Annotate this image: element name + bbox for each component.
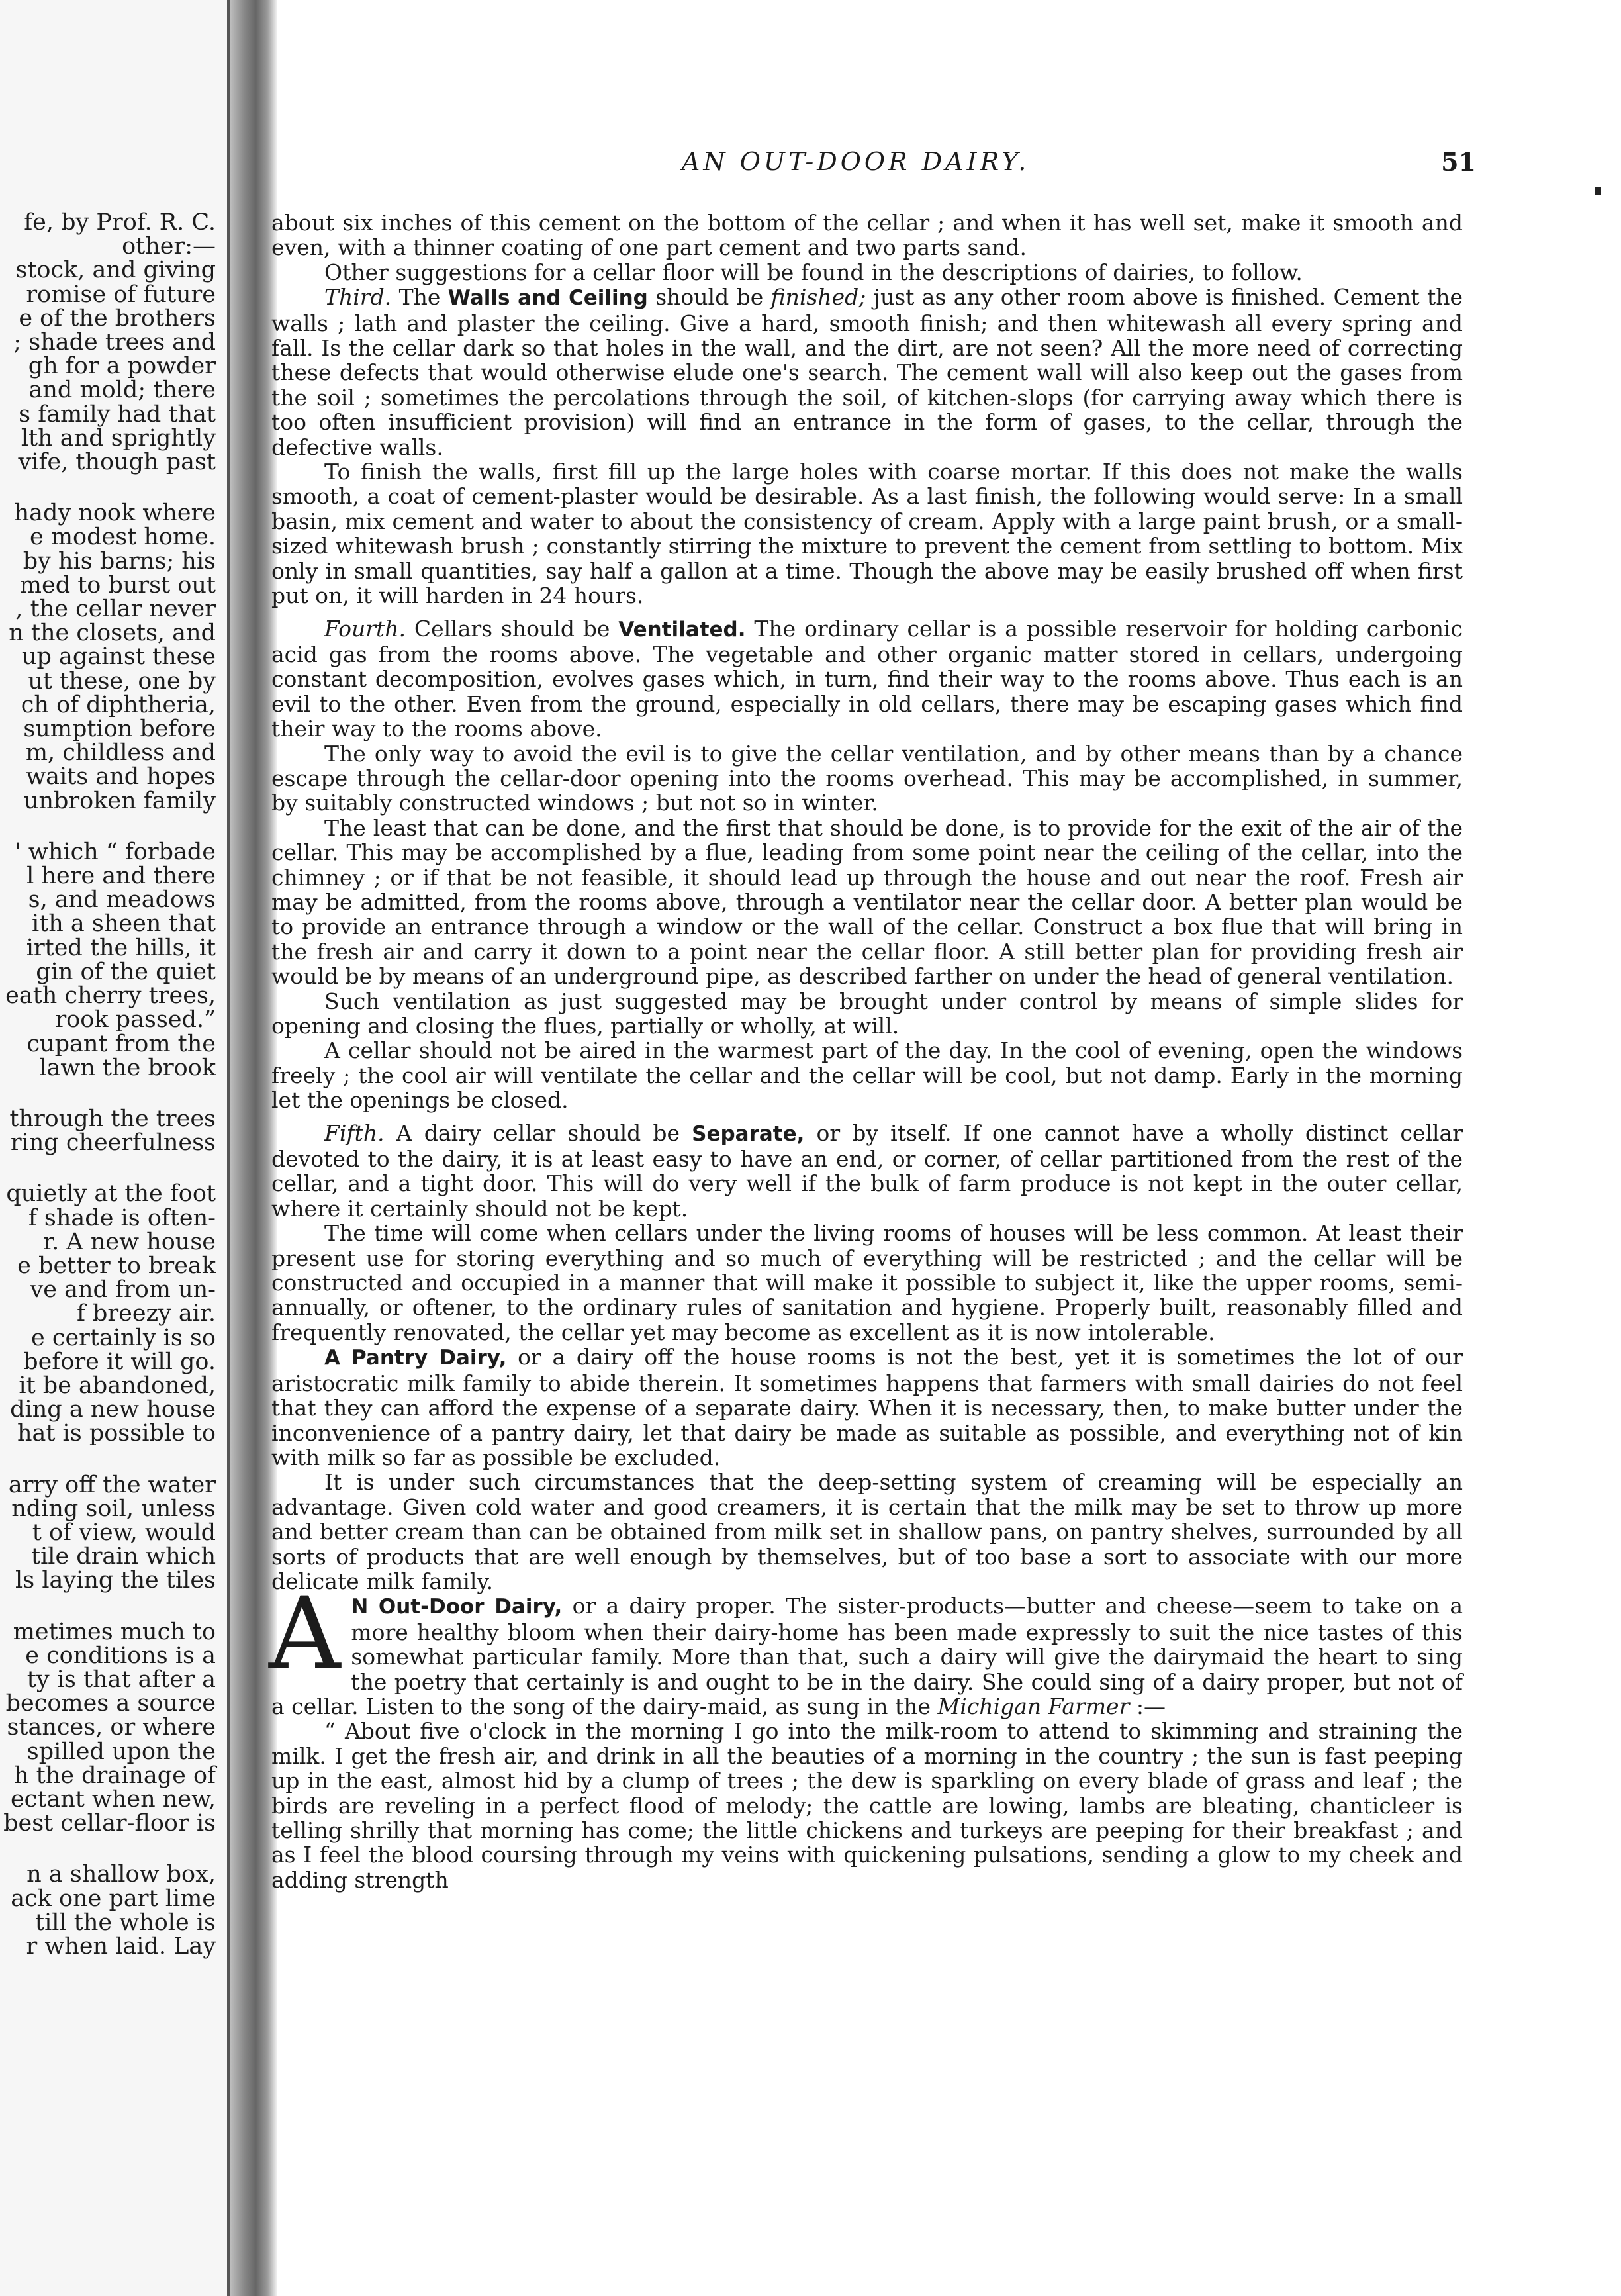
facing-page-line: e conditions is a [25, 1642, 216, 1669]
facing-page-line: ; shade trees and [13, 329, 216, 356]
facing-page-line: ut these, one by [28, 667, 216, 694]
text-run: just as any other room above is finished. Cement the walls ; lath and plaster the ceiling. Give a hard, smooth finish; and then whitewash all every spring and fall. Is the cellar dark so that holes in the wall, and the dirt, are not seen? All the more need of correcting these defects that would otherwise elude one's search. The cement wall will also keep out the gases from the soil ; sometimes the percolations through the soil, of kitchen-slops (for carrying away which there is too often insufficient provision) will find an entrance in the form of gases, to the cellar, through the defective walls. [271, 284, 1463, 460]
facing-page-line: ding a new house [10, 1396, 216, 1423]
text-run: :— [1129, 1693, 1166, 1719]
paragraph-ventilated [271, 616, 1463, 741]
facing-page-line: metimes much to [13, 1618, 216, 1645]
text-run: The ordinary cellar is a possible reservoir for holding carbonic acid gas from the rooms above. The vegetable and other organic matter stored in cellars, undergoing constant decomposition, evolves gases which, in turn, find their way to the rooms above. Thus each is an evil to the other. Even from the ground, especially in old cellars, there may be escaping gases which find their way to the rooms above. [271, 615, 1463, 742]
paragraph-only-way: The only way to avoid the evil is to give the cellar ventilation, and by other means than by a chance escape through the cellar-door opening into the rooms overhead. This may be accomplished, in summer, by suitably constructed windows ; but not so in winter. [271, 740, 1463, 816]
facing-page-line: fe, by Prof. R. C. [24, 209, 216, 236]
facing-page-line: unbroken family [23, 787, 216, 814]
facing-page-line [0, 1835, 216, 1862]
running-head: AN OUT-DOOR DAIRY. [682, 147, 1030, 176]
facing-page-line: by his barns; his [23, 548, 216, 575]
ink-speck [1595, 187, 1601, 195]
facing-page-line: vife, though past [18, 449, 216, 476]
facing-page-line: becomes a source [5, 1690, 216, 1717]
paragraph-least-done: The least that can be done, and the first that should be done, is to provide for the exit of the air of the cellar. This may be accomplished by a flue, leading from some point near the ceiling of the cellar, into the chimney ; or if that be not feasible, it should lead up through the house and out near the roof. Fresh air may be admitted, from the rooms above, through a ventilator near the cellar door. A better plan would be to provide an entrance through a window or the wall of the cellar. Construct a box flue that will bring in the fresh air and carry it down to a point near the cellar floor. A still better plan for providing fresh air would be by means of an underground pipe, as described farther on under the head of general ventilation. [271, 814, 1463, 990]
facing-page-line: n the closets, and [9, 620, 216, 647]
facing-page-line: ' which “ forbade [15, 838, 216, 865]
paragraph-time-will-come: The time will come when cellars under the living rooms of houses will be less common. At least their present use for storing everything and so much of everything will be restricted ; and the cellar will be constructed and occupied in a manner that will make it possible to subject it, like the upper rooms, semi-annually, or oftener, to the ordinary rules of sanitation and hygiene. Properly built, reasonably filled and frequently renovated, the cellar yet may become as excellent as it is now intolerable. [271, 1220, 1463, 1345]
facing-page-line: h the drainage of [14, 1762, 216, 1789]
facing-page-line: waits and hopes [26, 763, 216, 790]
facing-page-text [0, 211, 216, 1958]
paragraph-deep-setting: It is under such circumstances that the deep-setting system of creaming will be especially an advantage. Given cold water and good creamers, it is certain that the milk may be set to throw up more and better cream than can be obtained from milk set in shallow pans, on pantry shelves, surrounded by all sorts of products that are well enough by themselves, but of too base a sort to associate with our more delicate milk family. [271, 1469, 1463, 1594]
facing-page-line: hady nook where [14, 500, 216, 527]
paragraph-finish-walls: To finish the walls, first fill up the large holes with coarse mortar. If this does not make the walls smooth, a coat of cement-plaster would be desirable. As a last finish, the following would serve: In a small basin, mix cement and water to about the consistency of cream. Apply with a large paint brush, or a small-sized whitewash brush ; constantly stirring the mixture to prevent the cement from settling to bottom. Mix only in small quantities, say half a gallon at a time. Though the above may be easily brushed off when first put on, it will harden in 24 hours. [271, 459, 1463, 609]
facing-page-line: eath cherry trees, [5, 982, 216, 1010]
facing-page-line: t of view, would [32, 1519, 216, 1546]
paragraph-out-door-dairy [269, 1576, 1463, 1719]
paragraph-cement-floor: about six inches of this cement on the bottom of the cellar ; and when it has well set, make it smooth and even, with a thinner coating of one part cement and two parts sand. [271, 210, 1463, 261]
facing-page-line [0, 813, 216, 840]
facing-page-line [0, 474, 216, 501]
emphasis-finished: finished; [770, 284, 866, 311]
facing-page-line: e certainly is so [31, 1324, 216, 1351]
heading-walls-ceiling: Walls and Ceiling [447, 286, 648, 311]
facing-page-line: gh for a powder [28, 353, 216, 380]
facing-page-line [0, 1080, 216, 1107]
drop-cap: A [269, 1576, 341, 1692]
facing-page-line: quietly at the foot [6, 1180, 216, 1208]
facing-page-line: irted the hills, it [26, 934, 216, 961]
heading-pantry-dairy: A Pantry Dairy, [324, 1346, 507, 1370]
facing-page-line: spilled upon the [26, 1738, 216, 1765]
facing-page-line: ve and from un- [30, 1276, 216, 1304]
facing-page-line: lth and sprightly [21, 424, 216, 452]
facing-page-line: m, childless and [25, 740, 216, 767]
facing-page-line: r. A new house [43, 1228, 216, 1255]
text-run: Cellars should be [406, 615, 619, 642]
facing-page-line: s family had that [19, 401, 216, 428]
book-gutter-shadow [230, 0, 277, 2296]
page-edge [227, 0, 230, 2296]
facing-page-line: n a shallow box, [26, 1861, 216, 1888]
facing-page-line: , the cellar never [15, 596, 216, 623]
facing-page-line: up against these [21, 644, 216, 671]
facing-page-line: s, and meadows [28, 886, 216, 914]
text-run: or by itself. If one cannot have a wholly distinct cellar devoted to the dairy, it is at least easy to have an end, or corner, of cellar partitioned from the rest of the cellar, and a tight door. This will do very well if the bulk of farm produce is not kept in the outer cellar, where it certainly should not be kept. [271, 1120, 1463, 1221]
facing-page-line: rook passed.” [55, 1006, 216, 1033]
facing-page-line: f shade is often- [28, 1204, 216, 1231]
facing-page-line: best cellar-floor is [3, 1810, 216, 1837]
facing-page-line: hat is possible to [17, 1420, 216, 1447]
text-run: A dairy cellar should be [384, 1120, 692, 1146]
facing-page-line: and mold; there [28, 377, 216, 404]
facing-page-line: ack one part lime [11, 1885, 216, 1912]
facing-page-line: ty is that after a [26, 1666, 216, 1693]
body-text [271, 211, 1463, 1892]
facing-page-line: it be abandoned, [19, 1372, 216, 1399]
facing-page-line: gin of the quiet [36, 958, 216, 985]
facing-page-line: ectant when new, [10, 1786, 216, 1813]
paragraph-simple-slides: Such ventilation as just suggested may be brought under control by means of simple slides for opening and closing the flues, partially or wholly, at will. [271, 988, 1463, 1039]
facing-page-line: med to burst out [19, 571, 216, 598]
page-header [662, 147, 1476, 184]
facing-page-line: f breezy air. [76, 1300, 216, 1327]
facing-page-line: ring cheerfulness [10, 1129, 216, 1157]
facing-page-line [0, 1155, 216, 1182]
facing-page-line: lawn the brook [39, 1054, 216, 1081]
facing-page-line: before it will go. [23, 1348, 216, 1375]
heading-separate: Separate, [692, 1122, 805, 1146]
facing-page-line: other:— [122, 233, 216, 260]
paragraph-dairymaid-song: “ About five o'clock in the morning I go into the milk-room to attend to skimming and straining the milk. I get the fresh air, and drink in all the beauties of a morning in the country ; the sun is fast peeping up in the east, almost hid by a clump of trees ; the dew is sparkling on every blade of grass and leaf ; the birds are reveling in a perfect flood of melody; the cattle are lowing, lambs are bleating, chanticleer is telling shrilly that morning has come; the little chickens and turkeys are peeping for their breakfast ; and as I feel the blood coursing through my veins with quickening pulsations, sending a glow to my cheek and adding strength [271, 1718, 1463, 1893]
heading-ventilated: Ventilated. [618, 617, 746, 642]
facing-page-line: l here and there [26, 863, 216, 890]
ordinal-third: Third. [324, 284, 392, 311]
facing-page-line: cupant from the [26, 1030, 216, 1057]
facing-page-line [0, 1446, 216, 1473]
facing-page-line: e modest home. [29, 524, 216, 551]
facing-page-line: through the trees [9, 1105, 216, 1132]
text-run: or a dairy proper. The sister-products—butter and cheese—seem to take on a more healthy bloom when their dairy-home has been made expressly to suit the nice tastes of this somewhat particular family. More than that, such a dairy will give the dairymaid the heart to sing the poetry that certainly is and ought to be in the dairy. She could sing of a dairy proper, but not of a cellar. Listen to the song of the dairy-maid, as sung in the [271, 1593, 1463, 1719]
paragraph-walls-ceiling [271, 285, 1463, 459]
text-run: or a dairy off the house rooms is not the best, yet it is sometimes the lot of our aristocratic milk family to abide therein. It sometimes happens that farmers with small dairies do not feel that they can afford the expense of a separate dairy. When it is necessary, then, to make butter under the inconvenience of a pantry dairy, let that dairy be made as suitable as possible, and everything not of kin with milk so far as possible be excluded. [271, 1344, 1463, 1470]
facing-page-line: ch of diphtheria, [21, 691, 216, 718]
paragraph-not-aired: A cellar should not be aired in the warmest part of the day. In the cool of evening, open the windows freely ; the cool air will ventilate the cellar and the cellar will be cool, but not damp. Early in the morning let the openings be closed. [271, 1037, 1463, 1114]
facing-page-line: arry off the water [8, 1471, 216, 1498]
citation-michigan-farmer: Michigan Farmer [937, 1693, 1130, 1719]
facing-page-line: e better to break [17, 1252, 216, 1279]
facing-page-line: romise of future [26, 281, 216, 308]
paragraph-separate [271, 1121, 1463, 1221]
facing-page-line: nding soil, unless [11, 1495, 216, 1522]
facing-page-line: ls laying the tiles [15, 1567, 216, 1594]
ordinal-fourth: Fourth. [324, 615, 406, 642]
text-run: The [391, 284, 448, 311]
heading-out-door-dairy: N Out-Door Dairy, [351, 1595, 563, 1619]
paragraph-pantry-dairy [271, 1345, 1463, 1470]
text-run: should be [647, 284, 771, 311]
facing-page-fragment [0, 0, 233, 2296]
facing-page-line: e of the brothers [19, 305, 216, 332]
facing-page-line: stock, and giving [15, 257, 216, 284]
facing-page-line: sumption before [23, 716, 216, 743]
ordinal-fifth: Fifth. [324, 1120, 385, 1146]
facing-page-line: tile drain which [31, 1543, 216, 1570]
facing-page-line: till the whole is [35, 1909, 216, 1936]
facing-page-line [0, 1593, 216, 1620]
facing-page-line: stances, or where [7, 1714, 216, 1741]
facing-page-line: ith a sheen that [31, 910, 216, 937]
page-number: 51 [1441, 147, 1476, 177]
facing-page-line: r when laid. Lay [26, 1933, 216, 1960]
paragraph-floor-suggestions: Other suggestions for a cellar floor will be found in the descriptions of dairies, to follow. [324, 259, 1303, 285]
